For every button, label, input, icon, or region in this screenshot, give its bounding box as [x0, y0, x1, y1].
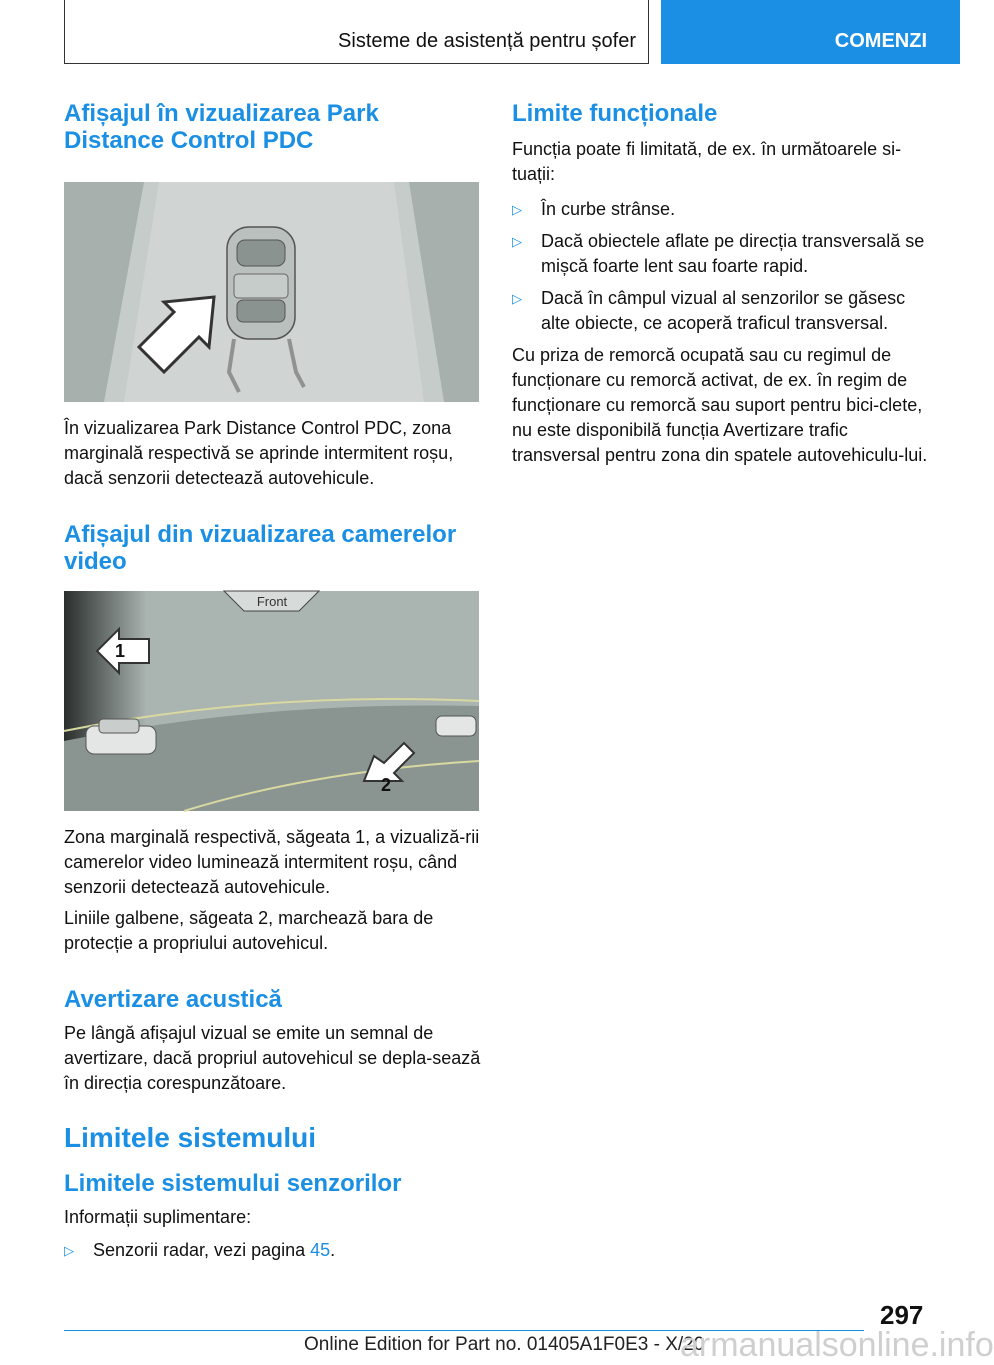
- camera-view-image: [64, 591, 479, 811]
- heading-system-limits: Limitele sistemului: [64, 1122, 317, 1153]
- paragraph-info: Informații suplimentare:: [64, 1207, 252, 1227]
- list-item: ▷ Dacă obiectele aflate pe direcția transversală se mișcă foarte lent sau foarte rapid.: [512, 231, 925, 276]
- heading-pdc-view: Afișajul în vizualizarea Park Distance Control PDC: [64, 100, 379, 154]
- edition-text: Online Edition for Part no. 01405A1F0E3 - X/20: [304, 1334, 705, 1355]
- heading-camera-view: Afișajul din vizualizarea camerelor video: [64, 521, 457, 575]
- tab-comenzi-label: COMENZI: [834, 30, 927, 52]
- list-item: ▷ Dacă în câmpul vizual al senzorilor se găsesc alte obiecte, ce acoperă traficul transversal.: [512, 288, 906, 333]
- right-column: [512, 100, 929, 468]
- watermark: armanualsonline.info: [680, 1326, 994, 1364]
- arrow-2-label: 2: [380, 775, 392, 795]
- paragraph-acoustic: Pe lângă afișajul vizual se emite un semnal de avertizare, dacă propriul autovehicul se depla-sează în direcția corespunzătoare.: [64, 1023, 481, 1093]
- section-title: Sisteme de asistență pentru șofer: [338, 30, 636, 52]
- left-column: [64, 100, 481, 1270]
- arrow-1-label: 1: [114, 641, 126, 661]
- front-label: Front: [256, 594, 288, 609]
- paragraph-functional: Funcția poate fi limitată, de ex. în următoarele si-tuații:: [512, 139, 902, 184]
- list-item: ▷ În curbe strânse.: [512, 197, 929, 222]
- page-number: 297: [880, 1300, 924, 1330]
- pdc-view-image: [64, 182, 479, 402]
- paragraph-camera-1: Zona marginală respectivă, săgeata 1, a vizualiză-rii camerelor video luminează intermitent roșu, când senzorii detectează autovehicule.: [64, 827, 480, 897]
- list-item-radar: ▷ Senzorii radar, vezi pagina 45.: [64, 1238, 481, 1263]
- heading-functional-limits: Limite funcționale: [512, 100, 718, 127]
- header-section-box: [64, 0, 649, 64]
- car-top-view-icon: [227, 227, 295, 339]
- paragraph-pdc: În vizualizarea Park Distance Control PDC, zona marginală respectivă se aprinde intermitent roșu, dacă senzorii detectează autovehicule.: [64, 418, 454, 488]
- page-link-45[interactable]: 45: [310, 1240, 331, 1260]
- heading-sensor-limits: Limitele sistemului senzorilor: [64, 1170, 402, 1197]
- triangle-right-icon: ▷: [512, 234, 522, 249]
- triangle-right-icon: ▷: [512, 291, 522, 306]
- paragraph-camera-2: Liniile galbene, săgeata 2, marchează bara de protecție a propriului autovehicul.: [64, 908, 434, 953]
- heading-acoustic: Avertizare acustică: [64, 986, 282, 1013]
- paragraph-trailer: Cu priza de remorcă ocupată sau cu regimul de funcționare cu remorcă activat, de ex. în regim de funcționare cu remorcă sau suport pentru bici-clete, nu este disponibilă funcția Avertizare trafic transversal pentru zona din spatele autovehiculu-lui.: [512, 345, 928, 465]
- triangle-right-icon: ▷: [512, 202, 522, 217]
- car-right-icon: [436, 716, 476, 736]
- triangle-right-icon: ▷: [64, 1243, 74, 1258]
- tab-comenzi[interactable]: [661, 0, 960, 64]
